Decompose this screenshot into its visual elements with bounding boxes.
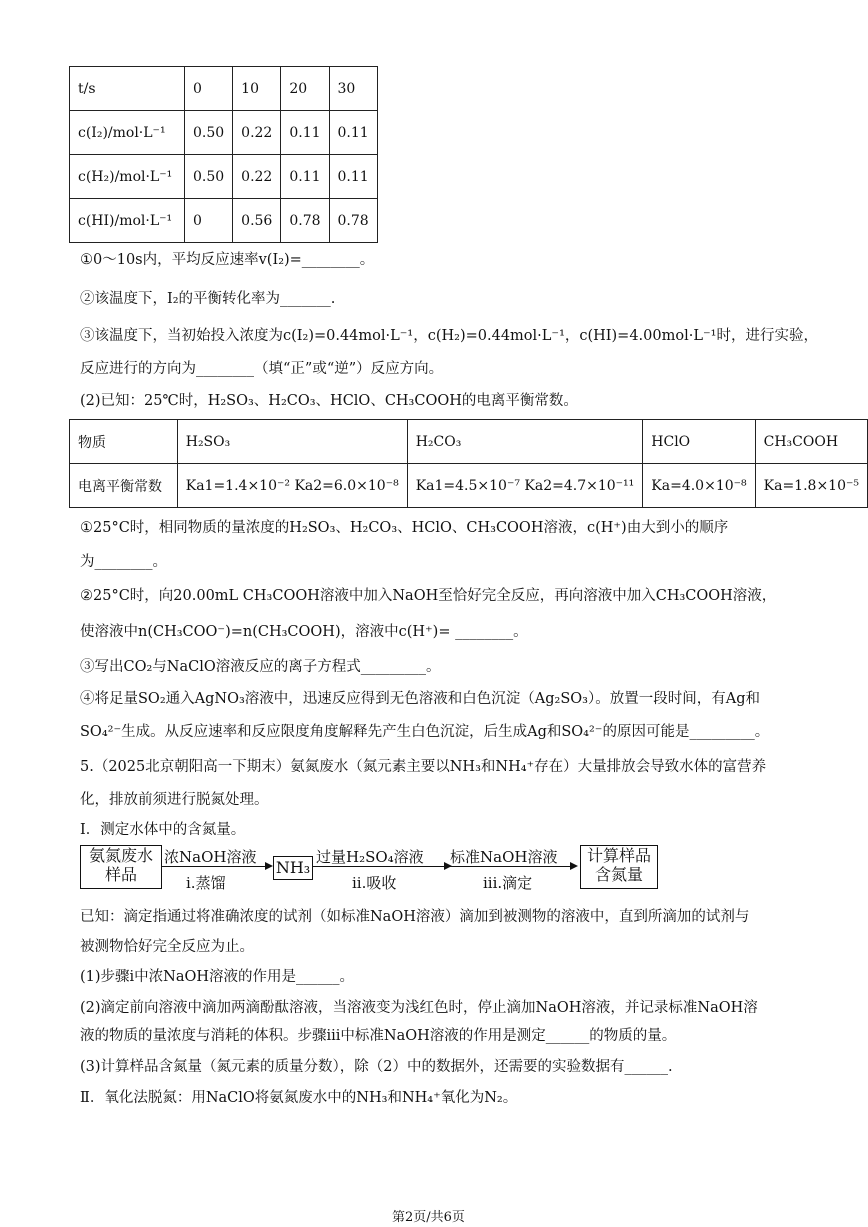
table-cell: H₂CO₃: [407, 420, 643, 464]
question-line: ④将足量SO₂通入AgNO₃溶液中，迅速反应得到无色溶液和白色沉淀（Ag₂SO₃）。放置一段时间，有Ag和: [80, 691, 760, 707]
problem-text: 被测物恰好完全反应为止。: [80, 939, 254, 955]
table-cell: c(HI)/mol·L⁻¹: [70, 199, 185, 243]
table-row: [70, 155, 378, 199]
table-cell: Ka1=4.5×10⁻⁷ Ka2=4.7×10⁻¹¹: [407, 464, 643, 508]
arrow-head-icon: [570, 862, 578, 870]
table-cell: c(H₂)/mol·L⁻¹: [70, 155, 185, 199]
section-heading: Ⅰ．测定水体中的含氮量。: [80, 822, 246, 838]
table-cell: 0.11: [329, 155, 377, 199]
problem-text: 5.（2025北京朝阳高一下期末）氨氮废水（氮元素主要以NH₃和NH₄⁺存在）大量排放会导致水体的富营养: [80, 759, 767, 775]
table-row: [70, 67, 378, 111]
page-footer: 第2页/共6页: [392, 1210, 465, 1225]
question-line: ②该温度下，I₂的平衡转化率为_______.: [80, 291, 336, 307]
table-cell: 0.11: [329, 111, 377, 155]
table-cell: Ka=4.0×10⁻⁸: [643, 464, 755, 508]
table-cell: 0: [185, 67, 233, 111]
flow-box-label: 计算样品: [586, 846, 651, 865]
flow-box-result: [580, 845, 658, 889]
table-cell: H₂SO₃: [177, 420, 407, 464]
table-cell: 0.11: [281, 155, 329, 199]
question-line: SO₄²⁻生成。从反应速率和反应限度角度解释先产生白色沉淀，后生成Ag和SO₄²⁻的原因可能是_________。: [80, 724, 770, 740]
arrow-head-icon: [265, 862, 273, 870]
table-cell: HClO: [643, 420, 755, 464]
table-cell: c(I₂)/mol·L⁻¹: [70, 111, 185, 155]
flow-box-label: 含氮量: [594, 865, 643, 884]
question-line: (1)步骤ⅰ中浓NaOH溶液的作用是______。: [80, 969, 355, 985]
table-cell: 0: [185, 199, 233, 243]
question-line: (2)滴定前向溶液中滴加两滴酚酞溶液，当溶液变为浅红色时，停止滴加NaOH溶液，并记录标准NaOH溶: [80, 1000, 758, 1016]
question-line: ①25°C时，相同物质的量浓度的H₂SO₃、H₂CO₃、HClO、CH₃COOH溶液，c(H⁺)由大到小的顺序: [80, 520, 729, 536]
table-cell: 0.11: [281, 111, 329, 155]
table-cell: 0.22: [233, 111, 281, 155]
flow-box-label: 样品: [104, 865, 137, 884]
table-cell: CH₃COOH: [755, 420, 867, 464]
table-cell: 10: [233, 67, 281, 111]
step-label: iii.滴定: [483, 874, 533, 892]
reagent-label: 过量H₂SO₄溶液: [316, 848, 424, 866]
table-cell: 物质: [70, 420, 178, 464]
question-line: ①0～10s内，平均反应速率v(I₂)=________。: [80, 252, 375, 268]
step-label: ii.吸收: [352, 874, 397, 892]
flow-box-label: 氨氮废水: [88, 846, 153, 865]
ionization-table: [69, 419, 868, 508]
problem-text: 已知：滴定指通过将准确浓度的试剂（如标准NaOH溶液）滴加到被测物的溶液中，直到所滴加的试剂与: [80, 909, 750, 925]
step-label: i.蒸馏: [186, 874, 226, 892]
table-cell: Ka=1.8×10⁻⁵: [755, 464, 867, 508]
table-cell: 0.50: [185, 155, 233, 199]
flow-box-nh3: NH₃: [273, 856, 313, 880]
flow-box-sample: [80, 845, 162, 889]
table-row: [70, 464, 868, 508]
table-row: [70, 420, 868, 464]
table-cell: 30: [329, 67, 377, 111]
reagent-label: 浓NaOH溶液: [164, 848, 257, 866]
table-cell: 20: [281, 67, 329, 111]
question-line: (2)已知：25℃时，H₂SO₃、H₂CO₃、HClO、CH₃COOH的电离平衡常数。: [80, 393, 578, 409]
question-line: 为________。: [80, 554, 167, 570]
question-line: ②25°C时，向20.00mL CH₃COOH溶液中加入NaOH至恰好完全反应，再向溶液中加入CH₃COOH溶液，: [80, 588, 777, 604]
question-line: 使溶液中n(CH₃COO⁻)=n(CH₃COOH)，溶液中c(H⁺)= ________。: [80, 624, 528, 640]
table-cell: 电离平衡常数: [70, 464, 178, 508]
table-cell: t/s: [70, 67, 185, 111]
question-line: 液的物质的量浓度与消耗的体积。步骤ⅲ中标准NaOH溶液的作用是测定______的物质的量。: [80, 1028, 677, 1044]
rate-table: [69, 66, 378, 243]
table-cell: 0.78: [329, 199, 377, 243]
reagent-label: 标准NaOH溶液: [450, 848, 558, 866]
table-row: [70, 111, 378, 155]
question-line: ③写出CO₂与NaClO溶液反应的离子方程式_________。: [80, 659, 441, 675]
table-cell: Ka1=1.4×10⁻² Ka2=6.0×10⁻⁸: [177, 464, 407, 508]
question-line: ③该温度下，当初始投入浓度为c(I₂)=0.44mol·L⁻¹，c(H₂)=0.44mol·L⁻¹，c(HI)=4.00mol·L⁻¹时，进行实验，: [80, 328, 818, 344]
section-heading: Ⅱ．氧化法脱氮：用NaClO将氨氮废水中的NH₃和NH₄⁺氧化为N₂。: [80, 1090, 518, 1106]
table-cell: 0.22: [233, 155, 281, 199]
table-cell: 0.56: [233, 199, 281, 243]
table-row: [70, 199, 378, 243]
table-cell: 0.78: [281, 199, 329, 243]
problem-text: 化，排放前须进行脱氮处理。: [80, 792, 269, 808]
question-line: (3)计算样品含氮量（氮元素的质量分数），除（2）中的数据外，还需要的实验数据有______.: [80, 1059, 673, 1075]
table-cell: 0.50: [185, 111, 233, 155]
question-line: 反应进行的方向为________（填“正”或“逆”）反应方向。: [80, 361, 444, 377]
